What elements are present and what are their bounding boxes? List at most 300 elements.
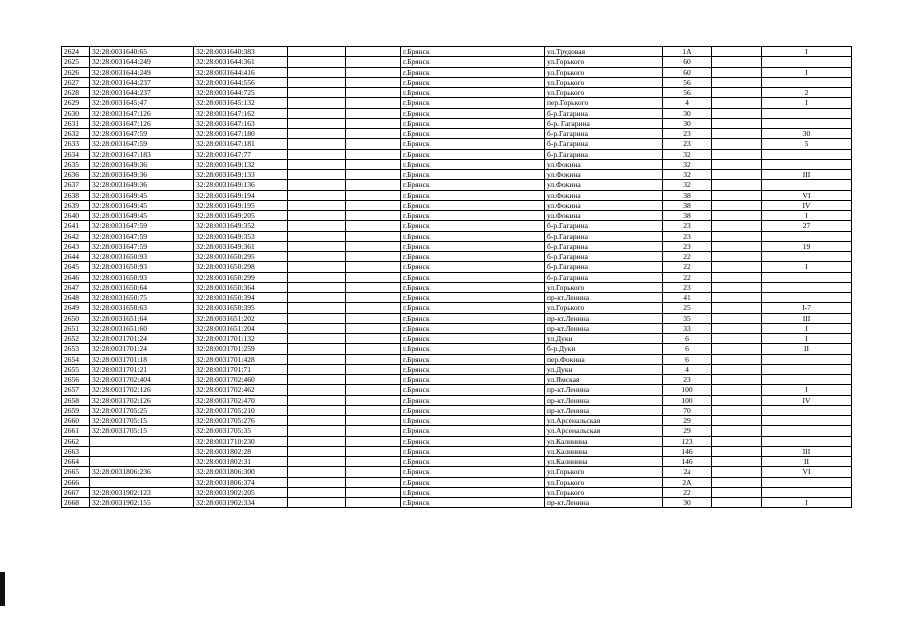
object-cadastral-number: 32:28:0031647:77 — [194, 149, 288, 159]
house-number-cell: 60 — [663, 57, 712, 67]
blank-column-b — [346, 323, 401, 333]
blank-column-c — [712, 47, 762, 57]
blank-column-c — [712, 108, 762, 118]
house-number-cell: 38 — [663, 200, 712, 210]
house-number-cell: 23 — [663, 375, 712, 385]
blank-column-a — [288, 436, 346, 446]
row-number: 2634 — [62, 149, 90, 159]
premises-number-cell: I — [762, 323, 852, 333]
blank-column-b — [346, 47, 401, 57]
blank-column-a — [288, 477, 346, 487]
table-row — [62, 375, 852, 385]
row-number: 2646 — [62, 272, 90, 282]
table-row — [62, 405, 852, 415]
table-row — [62, 436, 852, 446]
blank-column-b — [346, 426, 401, 436]
blank-column-a — [288, 98, 346, 108]
blank-column-c — [712, 457, 762, 467]
blank-column-a — [288, 241, 346, 251]
blank-column-a — [288, 323, 346, 333]
city-cell: г.Брянск — [401, 426, 545, 436]
premises-number-cell — [762, 57, 852, 67]
blank-column-c — [712, 487, 762, 497]
premises-number-cell — [762, 231, 852, 241]
object-cadastral-number: 32:28:0031650:394 — [194, 293, 288, 303]
city-cell: г.Брянск — [401, 108, 545, 118]
blank-column-c — [712, 77, 762, 87]
row-number: 2640 — [62, 211, 90, 221]
object-cadastral-number: 32:28:0031702:462 — [194, 385, 288, 395]
blank-column-c — [712, 385, 762, 395]
blank-column-b — [346, 395, 401, 405]
parcel-cadastral-number: 32:28:0031647:59 — [90, 139, 194, 149]
street-cell: пр-кт.Ленина — [545, 293, 663, 303]
house-number-cell: 23 — [663, 241, 712, 251]
blank-column-b — [346, 344, 401, 354]
blank-column-c — [712, 252, 762, 262]
blank-column-c — [712, 98, 762, 108]
blank-column-c — [712, 334, 762, 344]
blank-column-a — [288, 118, 346, 128]
object-cadastral-number: 32:28:0031649:136 — [194, 180, 288, 190]
city-cell: г.Брянск — [401, 149, 545, 159]
blank-column-b — [346, 385, 401, 395]
city-cell: г.Брянск — [401, 303, 545, 313]
street-cell: ул.Горького — [545, 88, 663, 98]
object-cadastral-number: 32:28:0031649:353 — [194, 231, 288, 241]
blank-column-b — [346, 159, 401, 169]
row-number: 2636 — [62, 170, 90, 180]
object-cadastral-number: 32:28:0031640:383 — [194, 47, 288, 57]
blank-column-c — [712, 221, 762, 231]
city-cell: г.Брянск — [401, 457, 545, 467]
row-number: 2632 — [62, 129, 90, 139]
object-cadastral-number: 32:28:0031710:230 — [194, 436, 288, 446]
blank-column-b — [346, 436, 401, 446]
blank-column-c — [712, 118, 762, 128]
parcel-cadastral-number: 32:28:0031647:59 — [90, 129, 194, 139]
blank-column-b — [346, 200, 401, 210]
house-number-cell: 146 — [663, 457, 712, 467]
blank-column-b — [346, 303, 401, 313]
blank-column-c — [712, 446, 762, 456]
blank-column-b — [346, 375, 401, 385]
table-row — [62, 477, 852, 487]
city-cell: г.Брянск — [401, 262, 545, 272]
parcel-cadastral-number: 32:28:0031701:21 — [90, 364, 194, 374]
street-cell: б-р. Гагарина — [545, 118, 663, 128]
row-number: 2637 — [62, 180, 90, 190]
object-cadastral-number: 32:28:0031649:205 — [194, 211, 288, 221]
row-number: 2629 — [62, 98, 90, 108]
blank-column-a — [288, 252, 346, 262]
house-number-cell: 32 — [663, 180, 712, 190]
street-cell: ул.Горького — [545, 487, 663, 497]
row-number: 2655 — [62, 364, 90, 374]
table-row — [62, 118, 852, 128]
city-cell: г.Брянск — [401, 467, 545, 477]
city-cell: г.Брянск — [401, 354, 545, 364]
city-cell: г.Брянск — [401, 118, 545, 128]
street-cell: б-р.Гагарина — [545, 262, 663, 272]
street-cell: ул.Горького — [545, 282, 663, 292]
blank-column-a — [288, 446, 346, 456]
object-cadastral-number: 32:28:0031647:163 — [194, 118, 288, 128]
blank-column-c — [712, 282, 762, 292]
object-cadastral-number: 32:28:0031806:300 — [194, 467, 288, 477]
row-number: 2656 — [62, 375, 90, 385]
premises-number-cell: 30 — [762, 129, 852, 139]
city-cell: г.Брянск — [401, 344, 545, 354]
blank-column-c — [712, 190, 762, 200]
row-number: 2651 — [62, 323, 90, 333]
blank-column-a — [288, 416, 346, 426]
premises-number-cell — [762, 405, 852, 415]
parcel-cadastral-number: 32:28:0031650:93 — [90, 262, 194, 272]
row-number: 2638 — [62, 190, 90, 200]
house-number-cell: 38 — [663, 211, 712, 221]
premises-number-cell: I — [762, 498, 852, 508]
city-cell: г.Брянск — [401, 77, 545, 87]
city-cell: г.Брянск — [401, 375, 545, 385]
parcel-cadastral-number: 32:28:0031647:126 — [90, 108, 194, 118]
blank-column-a — [288, 303, 346, 313]
blank-column-c — [712, 231, 762, 241]
parcel-cadastral-number: 32:28:0031650:64 — [90, 282, 194, 292]
blank-column-a — [288, 426, 346, 436]
city-cell: г.Брянск — [401, 272, 545, 282]
house-number-cell: 1А — [663, 47, 712, 57]
row-number: 2624 — [62, 47, 90, 57]
street-cell: б-р.Гагарина — [545, 252, 663, 262]
house-number-cell: 23 — [663, 231, 712, 241]
street-cell: ул.Калинина — [545, 446, 663, 456]
row-number: 2653 — [62, 344, 90, 354]
premises-number-cell: I — [762, 262, 852, 272]
street-cell: ул.Фокина — [545, 159, 663, 169]
row-number: 2627 — [62, 77, 90, 87]
table-row — [62, 487, 852, 497]
city-cell: г.Брянск — [401, 487, 545, 497]
city-cell: г.Брянск — [401, 252, 545, 262]
table-row — [62, 334, 852, 344]
row-number: 2664 — [62, 457, 90, 467]
table-row — [62, 344, 852, 354]
blank-column-a — [288, 180, 346, 190]
row-number: 2643 — [62, 241, 90, 251]
street-cell: б-р.Гагарина — [545, 129, 663, 139]
street-cell: пр-кт.Ленина — [545, 385, 663, 395]
city-cell: г.Брянск — [401, 313, 545, 323]
city-cell: г.Брянск — [401, 282, 545, 292]
object-cadastral-number: 32:28:0031701:132 — [194, 334, 288, 344]
blank-column-c — [712, 467, 762, 477]
blank-column-a — [288, 77, 346, 87]
row-number: 2641 — [62, 221, 90, 231]
house-number-cell: 56 — [663, 77, 712, 87]
blank-column-b — [346, 405, 401, 415]
city-cell: г.Брянск — [401, 385, 545, 395]
premises-number-cell: IV — [762, 200, 852, 210]
object-cadastral-number: 32:28:0031647:162 — [194, 108, 288, 118]
premises-number-cell — [762, 364, 852, 374]
table-row — [62, 200, 852, 210]
blank-column-c — [712, 129, 762, 139]
parcel-cadastral-number: 32:28:0031647:59 — [90, 221, 194, 231]
blank-column-c — [712, 170, 762, 180]
house-number-cell: 38 — [663, 190, 712, 200]
blank-column-a — [288, 293, 346, 303]
house-number-cell: 100 — [663, 395, 712, 405]
blank-column-b — [346, 467, 401, 477]
row-number: 2666 — [62, 477, 90, 487]
table-row — [62, 88, 852, 98]
premises-number-cell — [762, 354, 852, 364]
blank-column-b — [346, 416, 401, 426]
object-cadastral-number: 32:28:0031902:205 — [194, 487, 288, 497]
blank-column-b — [346, 231, 401, 241]
blank-column-c — [712, 88, 762, 98]
parcel-cadastral-number: 32:28:0031702:404 — [90, 375, 194, 385]
row-number: 2639 — [62, 200, 90, 210]
blank-column-a — [288, 88, 346, 98]
street-cell: ул.Ямская — [545, 375, 663, 385]
table-row — [62, 364, 852, 374]
object-cadastral-number: 32:28:0031701:428 — [194, 354, 288, 364]
table-row — [62, 77, 852, 87]
street-cell: ул.Фокина — [545, 180, 663, 190]
table-row — [62, 323, 852, 333]
blank-column-b — [346, 211, 401, 221]
house-number-cell: 30 — [663, 118, 712, 128]
table-row — [62, 211, 852, 221]
city-cell: г.Брянск — [401, 139, 545, 149]
street-cell: ул.Фокина — [545, 190, 663, 200]
blank-column-a — [288, 354, 346, 364]
street-cell: ул.Горького — [545, 57, 663, 67]
premises-number-cell: VI — [762, 467, 852, 477]
table-row — [62, 67, 852, 77]
table-row — [62, 231, 852, 241]
blank-column-a — [288, 211, 346, 221]
house-number-cell: 22 — [663, 272, 712, 282]
blank-column-c — [712, 180, 762, 190]
city-cell: г.Брянск — [401, 405, 545, 415]
street-cell: ул.Горького — [545, 67, 663, 77]
blank-column-b — [346, 180, 401, 190]
object-cadastral-number: 32:28:0031644:725 — [194, 88, 288, 98]
blank-column-b — [346, 334, 401, 344]
house-number-cell: 100 — [663, 385, 712, 395]
street-cell: ул.Арсенальская — [545, 426, 663, 436]
row-number: 2648 — [62, 293, 90, 303]
blank-column-a — [288, 57, 346, 67]
house-number-cell: 35 — [663, 313, 712, 323]
object-cadastral-number: 32:28:0031650:364 — [194, 282, 288, 292]
row-number: 2658 — [62, 395, 90, 405]
row-number: 2649 — [62, 303, 90, 313]
table-row — [62, 159, 852, 169]
blank-column-b — [346, 313, 401, 323]
premises-number-cell: I — [762, 47, 852, 57]
row-number: 2633 — [62, 139, 90, 149]
blank-column-a — [288, 364, 346, 374]
parcel-cadastral-number: 32:28:0031649:36 — [90, 170, 194, 180]
blank-column-c — [712, 436, 762, 446]
house-number-cell: 22 — [663, 487, 712, 497]
blank-column-a — [288, 190, 346, 200]
blank-column-a — [288, 334, 346, 344]
blank-column-a — [288, 108, 346, 118]
object-cadastral-number: 32:28:0031649:361 — [194, 241, 288, 251]
row-number: 2663 — [62, 446, 90, 456]
city-cell: г.Брянск — [401, 446, 545, 456]
row-number: 2630 — [62, 108, 90, 118]
blank-column-c — [712, 272, 762, 282]
street-cell: пр-кт.Ленина — [545, 498, 663, 508]
blank-column-b — [346, 272, 401, 282]
parcel-cadastral-number: 32:28:0031701:24 — [90, 334, 194, 344]
city-cell: г.Брянск — [401, 221, 545, 231]
blank-column-b — [346, 241, 401, 251]
table-row — [62, 129, 852, 139]
blank-column-a — [288, 67, 346, 77]
object-cadastral-number: 32:28:0031644:361 — [194, 57, 288, 67]
city-cell: г.Брянск — [401, 67, 545, 77]
blank-column-b — [346, 487, 401, 497]
table-row — [62, 190, 852, 200]
table-row — [62, 303, 852, 313]
table-row — [62, 139, 852, 149]
row-number: 2661 — [62, 426, 90, 436]
house-number-cell: 23 — [663, 139, 712, 149]
parcel-cadastral-number: 32:28:0031649:45 — [90, 190, 194, 200]
parcel-cadastral-number: 32:28:0031647:183 — [90, 149, 194, 159]
city-cell: г.Брянск — [401, 211, 545, 221]
premises-number-cell: I — [762, 334, 852, 344]
city-cell: г.Брянск — [401, 395, 545, 405]
street-cell: пр-кт.Ленина — [545, 323, 663, 333]
blank-column-b — [346, 262, 401, 272]
table-row — [62, 170, 852, 180]
house-number-cell: 23 — [663, 129, 712, 139]
blank-column-b — [346, 221, 401, 231]
blank-column-a — [288, 487, 346, 497]
parcel-cadastral-number: 32:28:0031650:93 — [90, 272, 194, 282]
table-row — [62, 57, 852, 67]
row-number: 2631 — [62, 118, 90, 128]
blank-column-b — [346, 282, 401, 292]
premises-number-cell: I-7 — [762, 303, 852, 313]
premises-number-cell: IV — [762, 395, 852, 405]
parcel-cadastral-number: 32:28:0031651:60 — [90, 323, 194, 333]
table-row — [62, 272, 852, 282]
table-row — [62, 467, 852, 477]
table-row — [62, 98, 852, 108]
premises-number-cell: III — [762, 446, 852, 456]
parcel-cadastral-number: 32:28:0031806:236 — [90, 467, 194, 477]
blank-column-a — [288, 375, 346, 385]
table-row — [62, 108, 852, 118]
premises-number-cell — [762, 272, 852, 282]
row-number: 2650 — [62, 313, 90, 323]
parcel-cadastral-number: 32:28:0031705:25 — [90, 405, 194, 415]
house-number-cell: 41 — [663, 293, 712, 303]
house-number-cell: 29 — [663, 416, 712, 426]
object-cadastral-number: 32:28:0031644:556 — [194, 77, 288, 87]
blank-column-c — [712, 405, 762, 415]
row-number: 2626 — [62, 67, 90, 77]
parcel-cadastral-number: 32:28:0031649:36 — [90, 159, 194, 169]
object-cadastral-number: 32:28:0031651:204 — [194, 323, 288, 333]
city-cell: г.Брянск — [401, 47, 545, 57]
city-cell: г.Брянск — [401, 477, 545, 487]
blank-column-b — [346, 477, 401, 487]
street-cell: ул.Арсенальская — [545, 416, 663, 426]
premises-number-cell — [762, 477, 852, 487]
street-cell: б-р.Гагарина — [545, 231, 663, 241]
house-number-cell: 6 — [663, 344, 712, 354]
house-number-cell: 146 — [663, 446, 712, 456]
parcel-cadastral-number: 32:28:0031644:237 — [90, 77, 194, 87]
street-cell: б-р.Гагарина — [545, 149, 663, 159]
premises-number-cell — [762, 180, 852, 190]
premises-number-cell: I — [762, 211, 852, 221]
street-cell: б-р.Гагарина — [545, 241, 663, 251]
row-number: 2662 — [62, 436, 90, 446]
blank-column-a — [288, 262, 346, 272]
blank-column-c — [712, 159, 762, 169]
blank-column-b — [346, 129, 401, 139]
street-cell: б-р.Гагарина — [545, 139, 663, 149]
street-cell: ул.Калинина — [545, 457, 663, 467]
object-cadastral-number: 32:28:0031644:416 — [194, 67, 288, 77]
object-cadastral-number: 32:28:0031649:194 — [194, 190, 288, 200]
blank-column-a — [288, 498, 346, 508]
parcel-cadastral-number: 32:28:0031705:15 — [90, 416, 194, 426]
object-cadastral-number: 32:28:0031705:35 — [194, 426, 288, 436]
city-cell: г.Брянск — [401, 57, 545, 67]
blank-column-c — [712, 477, 762, 487]
city-cell: г.Брянск — [401, 88, 545, 98]
row-number: 2665 — [62, 467, 90, 477]
blank-column-b — [346, 88, 401, 98]
blank-column-c — [712, 313, 762, 323]
blank-column-c — [712, 293, 762, 303]
premises-number-cell: 27 — [762, 221, 852, 231]
blank-column-a — [288, 47, 346, 57]
blank-column-b — [346, 139, 401, 149]
house-number-cell: 56 — [663, 88, 712, 98]
table-row — [62, 149, 852, 159]
object-cadastral-number: 32:28:0031651:202 — [194, 313, 288, 323]
blank-column-b — [346, 57, 401, 67]
blank-column-c — [712, 57, 762, 67]
house-number-cell: 25 — [663, 303, 712, 313]
blank-column-c — [712, 323, 762, 333]
premises-number-cell: VI — [762, 190, 852, 200]
parcel-cadastral-number: 32:28:0031649:45 — [90, 200, 194, 210]
blank-column-b — [346, 98, 401, 108]
table-row — [62, 313, 852, 323]
parcel-cadastral-number: 32:28:0031645:47 — [90, 98, 194, 108]
parcel-cadastral-number: 32:28:0031702:126 — [90, 395, 194, 405]
parcel-cadastral-number: 32:28:0031647:59 — [90, 231, 194, 241]
blank-column-c — [712, 426, 762, 436]
object-cadastral-number: 32:28:0031802:31 — [194, 457, 288, 467]
parcel-cadastral-number: 32:28:0031649:45 — [90, 211, 194, 221]
blank-column-c — [712, 241, 762, 251]
